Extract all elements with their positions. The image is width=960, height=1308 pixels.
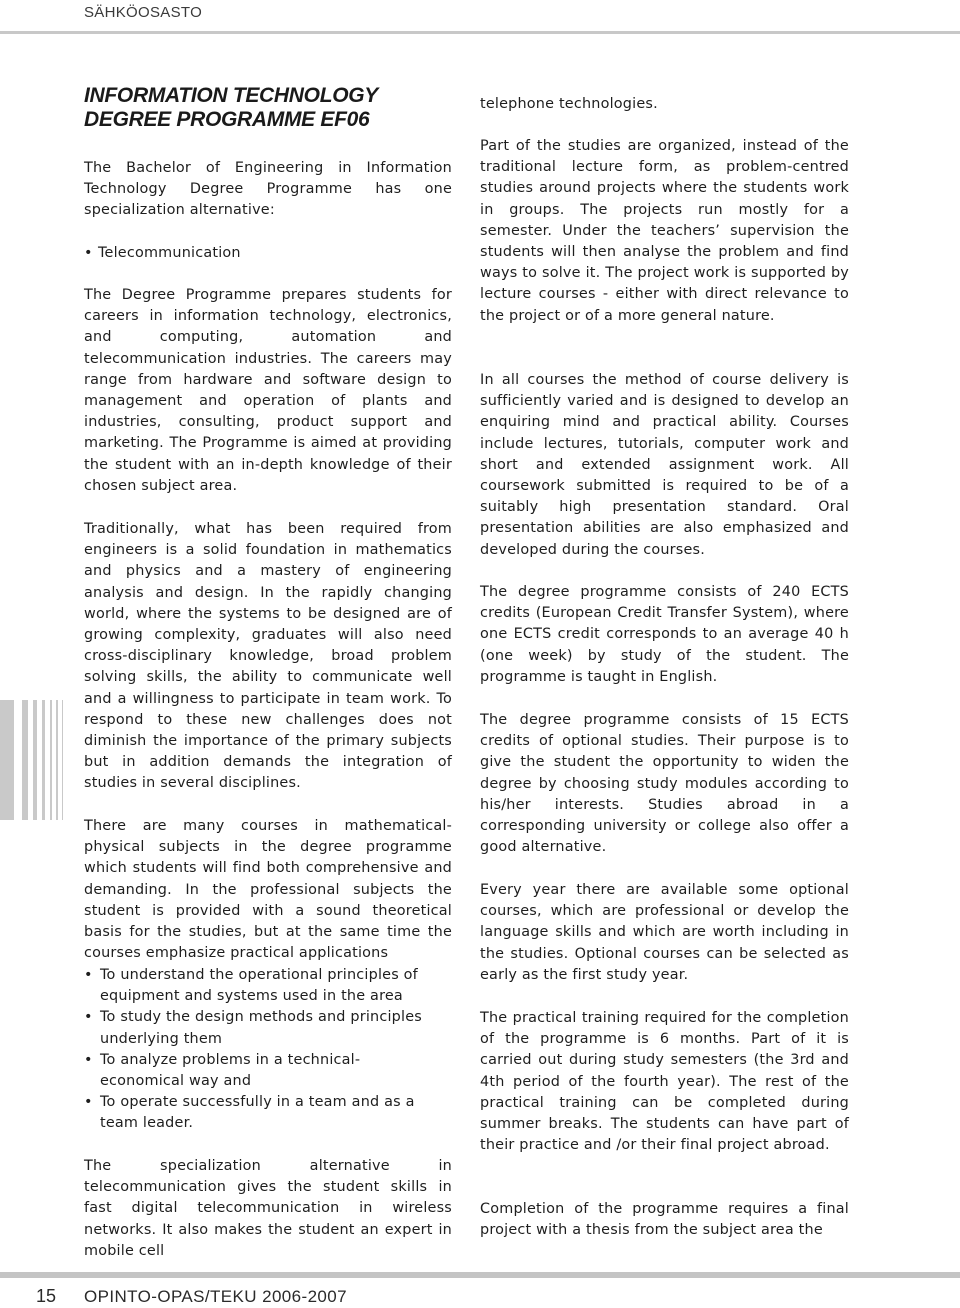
decorative-bar xyxy=(22,700,28,820)
decorative-bar xyxy=(33,700,37,820)
paragraph: There are many courses in mathematical-physical subjects in the degree programme which students will find both comprehensive and demanding. In the professional subjects the student is provided with a sound theoretical basis for the studies, but at the same time the courses emphasize practical applications xyxy=(84,818,452,962)
header-rule xyxy=(0,31,960,34)
paragraph: The degree programme consists of 15 ECTS credits of optional studies. Their purpose is to give the student the opportunity to widen the degree by choosing study modules according to his/her interests. Studies abroad in a corresponding university or college also offer a good alternative. xyxy=(480,712,849,856)
section-label: SÄHKÖOSASTO xyxy=(84,4,203,21)
objectives-list xyxy=(84,965,452,1135)
decorative-bar xyxy=(56,700,58,820)
decorative-bar xyxy=(42,700,45,820)
title-line-2: DEGREE PROGRAMME EF06 xyxy=(84,108,370,131)
paragraph: In all courses the method of course delivery is sufficiently varied and is designed to develop an enquiring mind and practical ability. Courses include lectures, tutorials, computer work and short and extended assignment work. All coursework submitted is required to be of a suitably high presentation standard. Oral presentation abilities are also emphasized and developed during the courses. xyxy=(480,372,849,558)
paragraph: The specialization alternative in telecommunication gives the student skills in fast digital telecommunication in wireless networks. It also makes the student an expert in mobile cell xyxy=(84,1158,452,1259)
paragraph: Every year there are available some optional courses, which are professional or develop the language skills and which are worth including in the studies. Optional courses can be selected as early as the first study year. xyxy=(480,882,849,983)
decorative-bars xyxy=(0,700,70,820)
list-item: • To analyze problems in a technical-economical way and xyxy=(84,1050,435,1092)
list-item: • To study the design methods and principles underlying them xyxy=(84,1007,446,1049)
page-title xyxy=(84,84,378,132)
paragraph: Completion of the programme requires a final project with a thesis from the subject area the xyxy=(480,1201,849,1239)
page-number: 15 xyxy=(36,1286,57,1306)
paragraph: The Degree Programme prepares students for careers in information technology, electronics, and computing, automation and telecommunication industries. The careers may range from hardware and software design to management and operation of plants and industries, consulting, product support and marketing. The Programme is aimed at providing the student with an in-depth knowledge of their chosen subject area. xyxy=(84,287,452,494)
specialization-bullet xyxy=(84,243,452,264)
bullet-text: Telecommunication xyxy=(98,245,241,261)
paragraph: Traditionally, what has been required from engineers is a solid foundation in mathematics and physics and a mastery of engineering analysis and design. In the rapidly changing world, where the systems to be designed are of growing complexity, graduates will also need cross-disciplinary knowledge, broad problem solving skills, the ability to communicate well and a willingness to participate in team work. To respond to these new challenges does not diminish the importance of the primary subjects but in addition demands the integration of studies in several disciplines. xyxy=(84,521,452,792)
paragraph: The degree programme consists of 240 ECTS credits (European Credit Transfer System), where one ECTS credit corresponds to an average 40 h (one week) by study of the student. The programme is taught in English. xyxy=(480,584,849,685)
decorative-bar xyxy=(50,700,52,820)
paragraph: The Bachelor of Engineering in Information Technology Degree Programme has one specialization alternative: xyxy=(84,160,452,219)
list-item: • To operate successfully in a team and as a team leader. xyxy=(84,1092,435,1134)
decorative-bar xyxy=(0,700,14,820)
footer-title: OPINTO-OPAS/TEKU 2006-2007 xyxy=(84,1287,347,1306)
list-item: • To understand the operational principles of equipment and systems used in the area xyxy=(84,965,440,1007)
decorative-bar xyxy=(62,700,63,820)
paragraph: Part of the studies are organized, instead of the traditional lecture form, as problem-centred studies around projects where the students work in groups. The projects run mostly for a semester. Under the teachers’ supervision the students will then analyse the problem and find ways to solve it. The project work is supported by lecture courses - either with direct relevance to the project or of a more general nature. xyxy=(480,138,849,324)
title-line-1: INFORMATION TECHNOLOGY xyxy=(84,84,378,107)
paragraph: telephone technologies. xyxy=(480,96,658,112)
footer-rule xyxy=(0,1272,960,1278)
paragraph: The practical training required for the completion of the programme is 6 months. Part of it is carried out during study semesters (the 3rd and 4th period of the fourth year). The rest of the practical training can be completed during summer breaks. The students can have part of their practice and /or their final project abroad. xyxy=(480,1010,849,1154)
